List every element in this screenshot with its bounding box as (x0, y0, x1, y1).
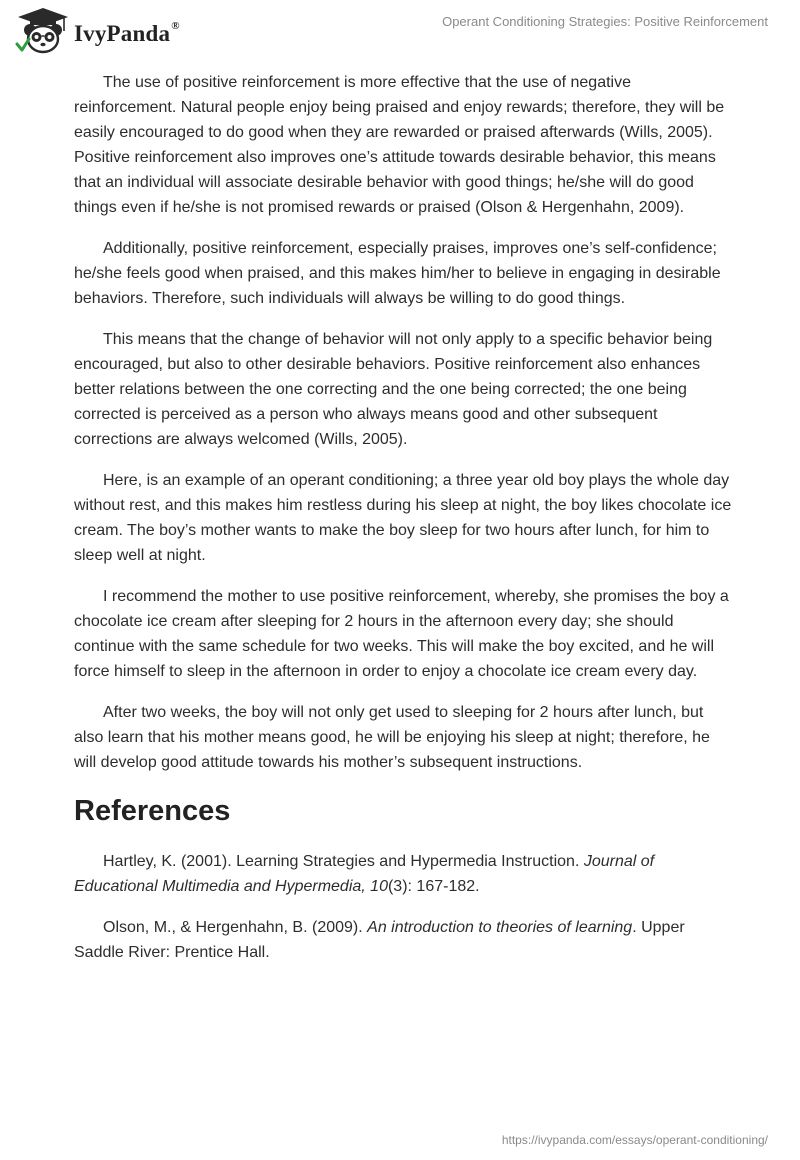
body-paragraph: Here, is an example of an operant conditioning; a three year old boy plays the whole day without rest, and this makes him restless during his sleep at night, the boy likes chocolate ice cream. The boy’s mother wants to make the boy sleep for two hours after lunch, for him to sleep well at night. (74, 472, 732, 564)
reference-text: Olson, M., & Hergenhahn, B. (2009). (103, 919, 368, 936)
reference-pages: (3): 167-182. (387, 878, 480, 895)
reference-publisher: . Upper Saddle River: Prentice Hall. (74, 919, 685, 961)
body-paragraph: I recommend the mother to use positive reinforcement, whereby, she promises the boy a chocolate ice cream after sleeping for 2 hours in the afternoon every day; she should continue with the same schedule for two weeks. This will make the boy excited, and he will force himself to sleep in the afternoon in order to enjoy a chocolate ice cream every day. (74, 588, 729, 680)
body-paragraph: The use of positive reinforcement is more effective that the use of negative reinforcement. Natural people enjoy being praised and enjoy rewards; therefore, they will be easily encouraged to do good when they are rewarded or praised afterwards (Wills, 2005). Positive reinforcement also improves one’s attitude towards desirable behavior, this means that an individual will associate desirable behavior with good things; he/she will do good things even if he/she is not promised rewards or praised (Olson & Hergenhahn, 2009). (74, 74, 725, 216)
body-paragraph: Additionally, positive reinforcement, especially praises, improves one’s self-confidence; he/she feels good when praised, and this makes him/her to believe in engaging in desirable behaviors. Therefore, such individuals will always be willing to do good things. (74, 240, 721, 307)
source-url[interactable]: https://ivypanda.com/essays/operant-conditioning/ (501, 1133, 768, 1147)
reference-journal: Journal of Educational Multimedia and Hypermedia, (74, 853, 655, 895)
essay-content (74, 70, 734, 981)
reference-text: Hartley, K. (2001). Learning Strategies and Hypermedia Instruction. (103, 853, 584, 870)
reference-item (74, 849, 734, 899)
page-header (0, 0, 800, 64)
reference-item (74, 915, 734, 965)
reference-volume: 10 (370, 878, 388, 895)
site-logo[interactable] (14, 6, 180, 58)
logo-wordmark: IvyPanda® (74, 20, 180, 46)
reference-book-title: An introduction to theories of learning (367, 919, 633, 936)
body-paragraph: This means that the change of behavior will not only apply to a specific behavior being encouraged, but also to other desirable behaviors. Positive reinforcement also enhances better relations between the one correcting and the one being corrected; the one being corrected is perceived as a person who always means good and other subsequent corrections are always welcomed (Wills, 2005). (74, 331, 713, 448)
document-title: Operant Conditioning Strategies: Positive Reinforcement (442, 14, 768, 29)
body-paragraph: After two weeks, the boy will not only get used to sleeping for 2 hours after lunch, but also learn that his mother means good, he will be enjoying his sleep at night; therefore, he will develop good attitude towards his mother’s subsequent instructions. (74, 704, 710, 771)
panda-graduation-cap-icon (14, 6, 72, 58)
references-heading: References (74, 795, 231, 827)
